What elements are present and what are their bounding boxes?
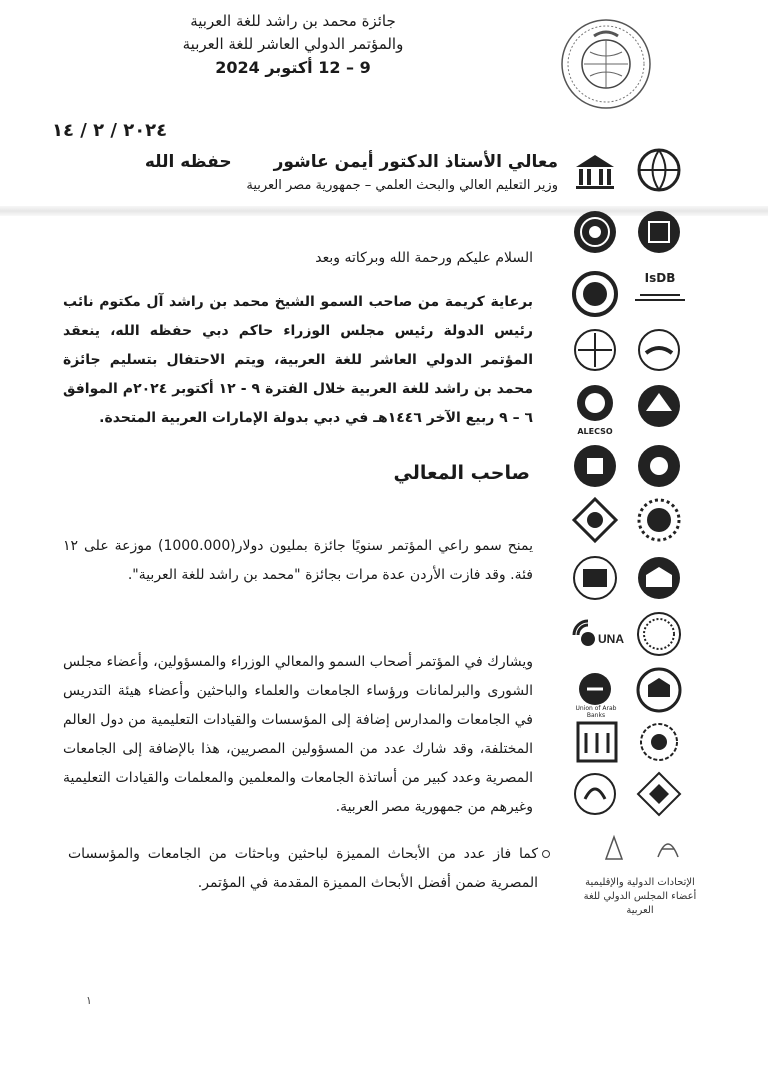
organization-logo-3-icon (570, 269, 620, 319)
header-line-2: والمؤتمر الدولي العاشر للغة العربية (182, 35, 404, 53)
header-line-3: 9 – 12 أكتوبر 2024 (215, 58, 371, 77)
paragraph-participants: ويشارك في المؤتمر أصحاب السمو والمعالي الوزراء والمسؤولين، وأعضاء مجلس الشورى والبرلمانات ورؤساء الجامعات والعلماء والباحثين وأعضاء هيئة التدريس في الجامعات والمدارس إضافة إلى المؤسسات والقيادات التعليمية من دول العالم المختلفة، وقد شارك عدد من المسؤولين المصريين، هذا بالإضافة إلى الجامعات المصرية وعدد كبير من أساتذة الجامعات والمعلمين والمعلمات والقيادات التعليمية وغيرهم من جمهورية مصر العربية. (63, 654, 533, 815)
organization-logo-4-icon (570, 325, 620, 375)
sun-logo-icon (634, 495, 684, 545)
una-logo (568, 615, 624, 655)
organization-logo-22-icon (654, 827, 682, 861)
paragraph-research: كما فاز عدد من الأبحاث المميزة لباحثين وباحثات من الجامعات والمؤسسات المصرية ضمن أفضل الأبحاث المميزة المقدمة في المؤتمر. (68, 846, 538, 891)
isdb-label: IsDB (644, 271, 676, 285)
organization-logo-8-icon (634, 441, 684, 491)
unesco-logo-icon (570, 145, 620, 195)
organization-logo-17-icon (572, 717, 622, 767)
organization-logo-7-icon (570, 441, 620, 491)
arab-league-logo-icon (570, 207, 620, 257)
arab-banks-label: Union of Arab Banks (575, 705, 617, 719)
paragraph-patronage: برعاية كريمة من صاحب السمو الشيخ محمد بن راشد آل مكتوم نائب رئيس الدولة رئيس مجلس الوزراء حاكم دبي حفظه الله، ينعقد المؤتمر الدولي العاشر للغة العربية، ويتم الاحتفال بتسليم جائزة محمد بن راشد للغة العربية خلال الفترة ٩ - ١٢ أكتوبر ٢٠٢٤م الموافق ٦ – ٩ ربيع الآخر ١٤٤٦هـ في دبي بدولة الإمارات العربية المتحدة. (63, 294, 533, 426)
globe-logo-icon (634, 145, 684, 195)
una-label: UNA (598, 632, 624, 646)
organization-logo-12-icon (634, 553, 684, 603)
paragraph-prize: يمنح سمو راعي المؤتمر سنويًا جائزة بمليون دولار(1000.000) موزعة على ١٢ فئة. وقد فازت الأردن عدة مرات بجائزة "محمد بن راشد للغة العربية". (63, 538, 534, 583)
handshake-logo-icon (634, 325, 684, 375)
recipient-name: معالي الأستاذ الدكتور أيمن عاشور (273, 152, 558, 172)
header-line-1: جائزة محمد بن راشد للغة العربية (190, 12, 396, 30)
recipient-salutation: حفظه الله (144, 152, 232, 172)
organization-logo-14-icon (634, 609, 684, 659)
alecso-label: ALECSO (577, 427, 613, 436)
organization-logo-16-icon (634, 665, 684, 715)
organization-logo-2-icon (634, 207, 684, 257)
isdb-logo (630, 271, 690, 317)
alecso-logo-icon (570, 381, 620, 431)
una-logo-icon (568, 615, 624, 655)
organization-logo-18-icon (634, 717, 684, 767)
members-caption: الإتحادات الدولية والإقليمية أعضاء المجلس الدولي للغة العربية (583, 877, 697, 916)
isdb-emblem-icon (630, 285, 690, 305)
organization-logo-21-icon (602, 833, 626, 863)
bullet-icon (542, 850, 550, 858)
recipient-block (98, 152, 558, 193)
organization-seal-icon (560, 18, 652, 110)
greeting: السلام عليكم ورحمة الله وبركاته وبعد (315, 250, 533, 266)
recipient-role: وزير التعليم العالي والبحث العلمي – جمهورية مصر العربية (246, 178, 558, 193)
organization-logo-9-icon (570, 495, 620, 545)
organization-logo-19-icon (570, 769, 620, 819)
organization-logo-20-icon (634, 769, 684, 819)
page-mark: ١ (86, 994, 92, 1007)
organization-logo-6-icon (634, 381, 684, 431)
organization-logo-11-icon (570, 553, 620, 603)
section-heading: صاحب المعالي (393, 462, 530, 484)
letter-date: ٢٠٢٤ / ٢ / ١٤ (52, 120, 168, 141)
letterhead-title (173, 10, 413, 79)
